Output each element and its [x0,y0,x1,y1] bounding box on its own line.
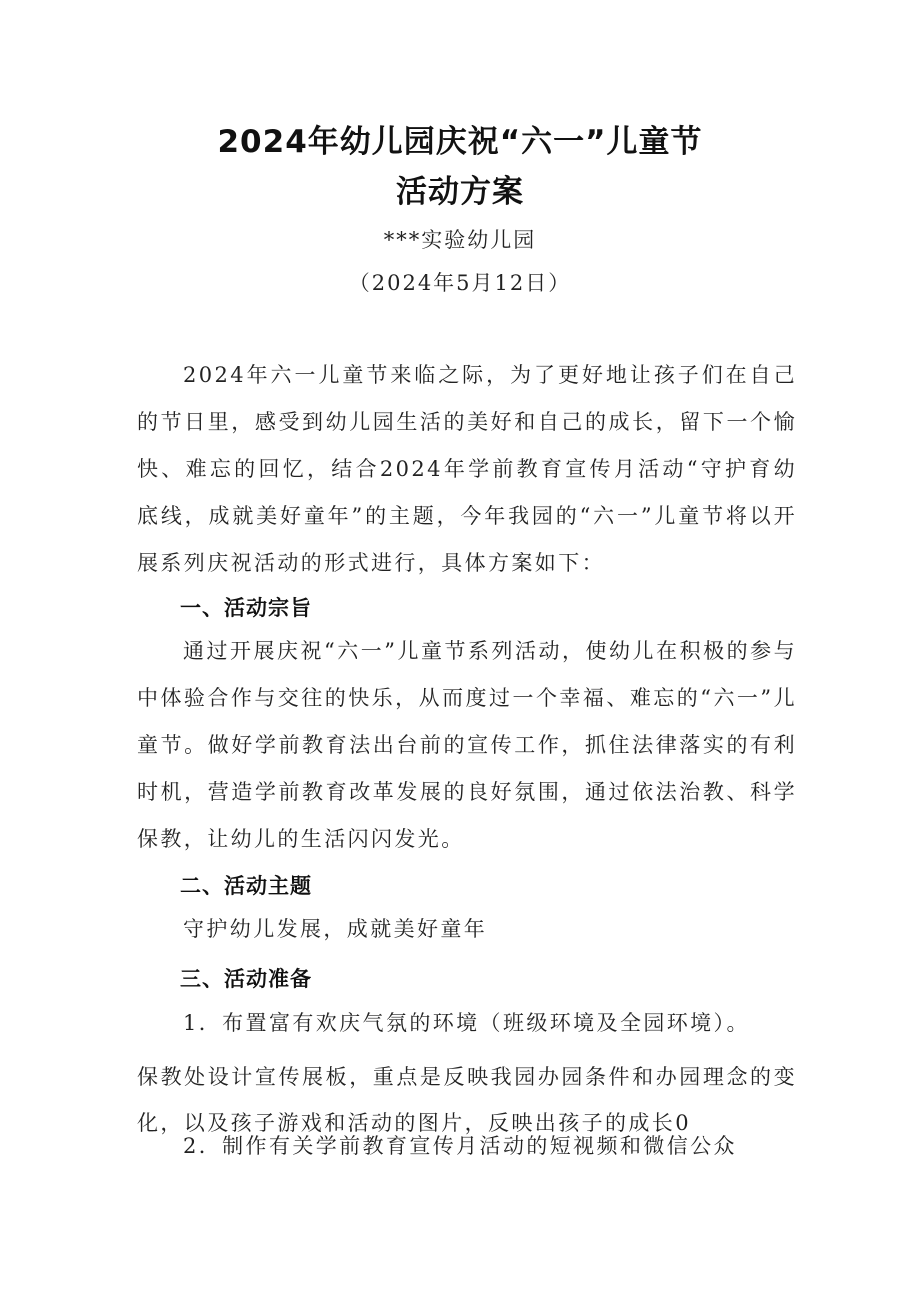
preparation-item-2-title: 2．制作有关学前教育宣传月活动的短视频和微信公众 [183,1134,737,1158]
organization-name: ***实验幼儿园 [383,228,537,252]
section-heading-theme: 二、活动主题 [180,874,312,898]
section-heading-preparation: 三、活动准备 [180,967,312,991]
document-title-line-2: 活动方案 [396,174,524,210]
preparation-item-1-title: 1．布置富有欢庆气氛的环境（班级环境及全园环境）。 [183,1011,750,1035]
section-body-purpose: 通过开展庆祝“六一”儿童节系列活动，使幼儿在积极的参与中体验合作与交往的快乐，从而度过一个幸福、难忘的“六一”儿童节。做好学前教育法出台前的宣传工作，抓住法律落实的有利时机，营造学前教育改革发展的良好氛围，通过依法治教、科学保教，让幼儿的生活闪闪发光。 [137,639,797,851]
preparation-item-1-body: 保教处设计宣传展板，重点是反映我园办园条件和办园理念的变化，以及孩子游戏和活动的图片，反映出孩子的成长0 [137,1065,797,1135]
document-title-line-1: 2024年幼儿园庆祝“六一”儿童节 [217,124,703,160]
section-heading-purpose: 一、活动宗旨 [180,596,312,620]
document-date: （2024年5月12日） [348,271,572,295]
intro-paragraph: 2024年六一儿童节来临之际，为了更好地让孩子们在自己的节日里，感受到幼儿园生活的美好和自己的成长，留下一个愉快、难忘的回忆，结合2024年学前教育宣传月活动“守护育幼底线，成就美好童年”的主题，今年我园的“六一”儿童节将以开展系列庆祝活动的形式进行，具体方案如下： [137,363,797,575]
section-body-theme: 守护幼儿发展，成就美好童年 [183,917,488,941]
